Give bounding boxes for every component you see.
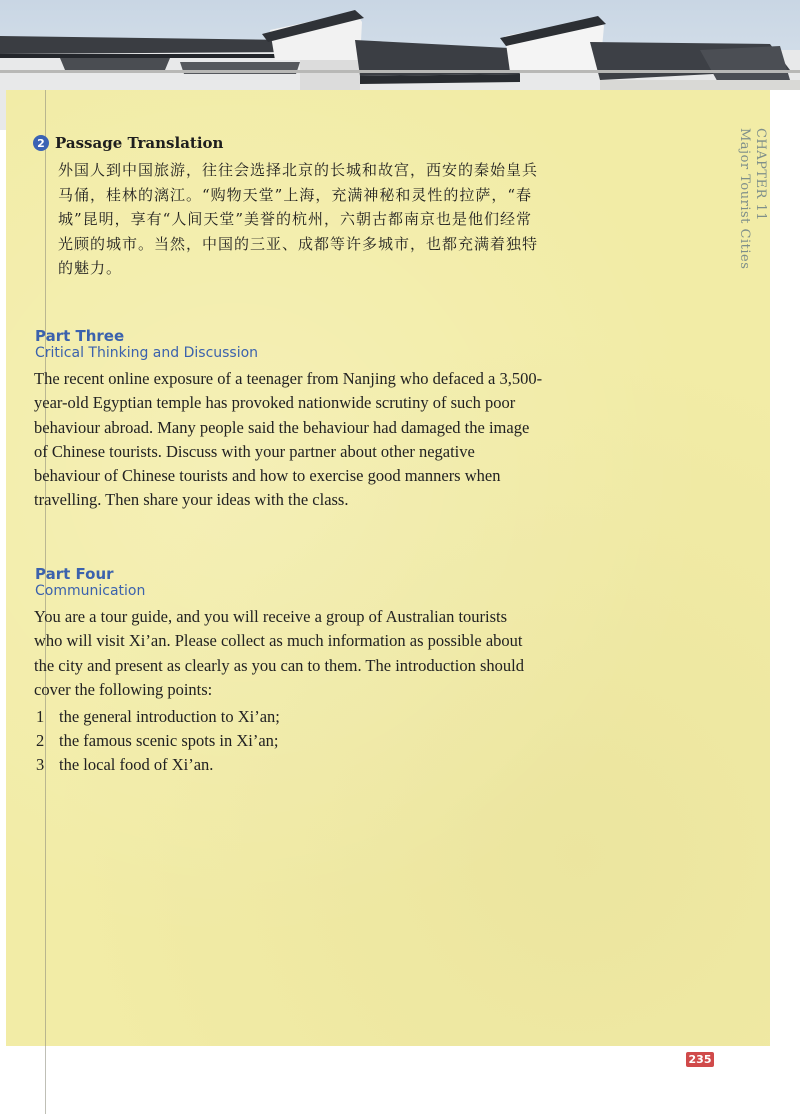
exercise-number-badge: 2	[33, 135, 49, 151]
passage-translation-heading	[33, 134, 223, 152]
passage-translation-title: Passage Translation	[55, 134, 224, 152]
list-item-number: 1	[36, 707, 45, 726]
list-item-number: 2	[36, 731, 45, 750]
chinese-passage: 外国人到中国旅游，往往会选择北京的长城和故宫，西安的秦始皇兵马俑，桂林的漓江。“购物天堂”上海，充满神秘和灵性的拉萨，“春城”昆明，享有“人间天堂”美誉的杭州，六朝古都南京也是他们经常光顾的城市。当然，中国的三亚、成都等许多城市，也都充满着独特的魅力。	[58, 161, 539, 277]
part-four-title: Part Four	[35, 565, 114, 583]
list-item-number: 3	[36, 755, 45, 774]
discussion-points-list	[36, 705, 516, 777]
list-item	[36, 729, 516, 753]
part-four-subtitle: Communication	[35, 583, 146, 599]
part-three-text: The recent online exposure of a teenager from Nanjing who defaced a 3,500-year-old Egyptian temple has provoked nationwide scrutiny of such poor behaviour abroad. Many people said the behaviour had damaged the image of Chinese tourists. Discuss with your partner about other negative behaviour of Chinese tourists and how to exercise good manners when travelling. Then share your ideas with the class.	[34, 369, 543, 510]
chapter-number: CHAPTER 11	[753, 128, 768, 222]
chapter-title: Major Tourist Cities	[737, 128, 752, 270]
list-item-text: the general introduction to Xi’an;	[59, 707, 280, 726]
list-item	[36, 705, 516, 729]
page-number: 235	[686, 1052, 714, 1067]
list-item-text: the local food of Xi’an.	[59, 755, 214, 774]
part-three-title: Part Three	[35, 327, 125, 345]
chapter-side-label	[728, 128, 768, 278]
list-item-text: the famous scenic spots in Xi’an;	[59, 731, 279, 750]
list-item	[36, 753, 516, 777]
part-three-subtitle: Critical Thinking and Discussion	[35, 345, 259, 361]
part-four-text: You are a tour guide, and you will receive a group of Australian tourists who will visit Xi’an. Please collect as much information as possible about the city and present as clearly as you can to them. The introduction should cover the following points:	[34, 607, 524, 699]
page-margin-strip	[770, 90, 800, 1046]
binding-line	[45, 90, 46, 1114]
